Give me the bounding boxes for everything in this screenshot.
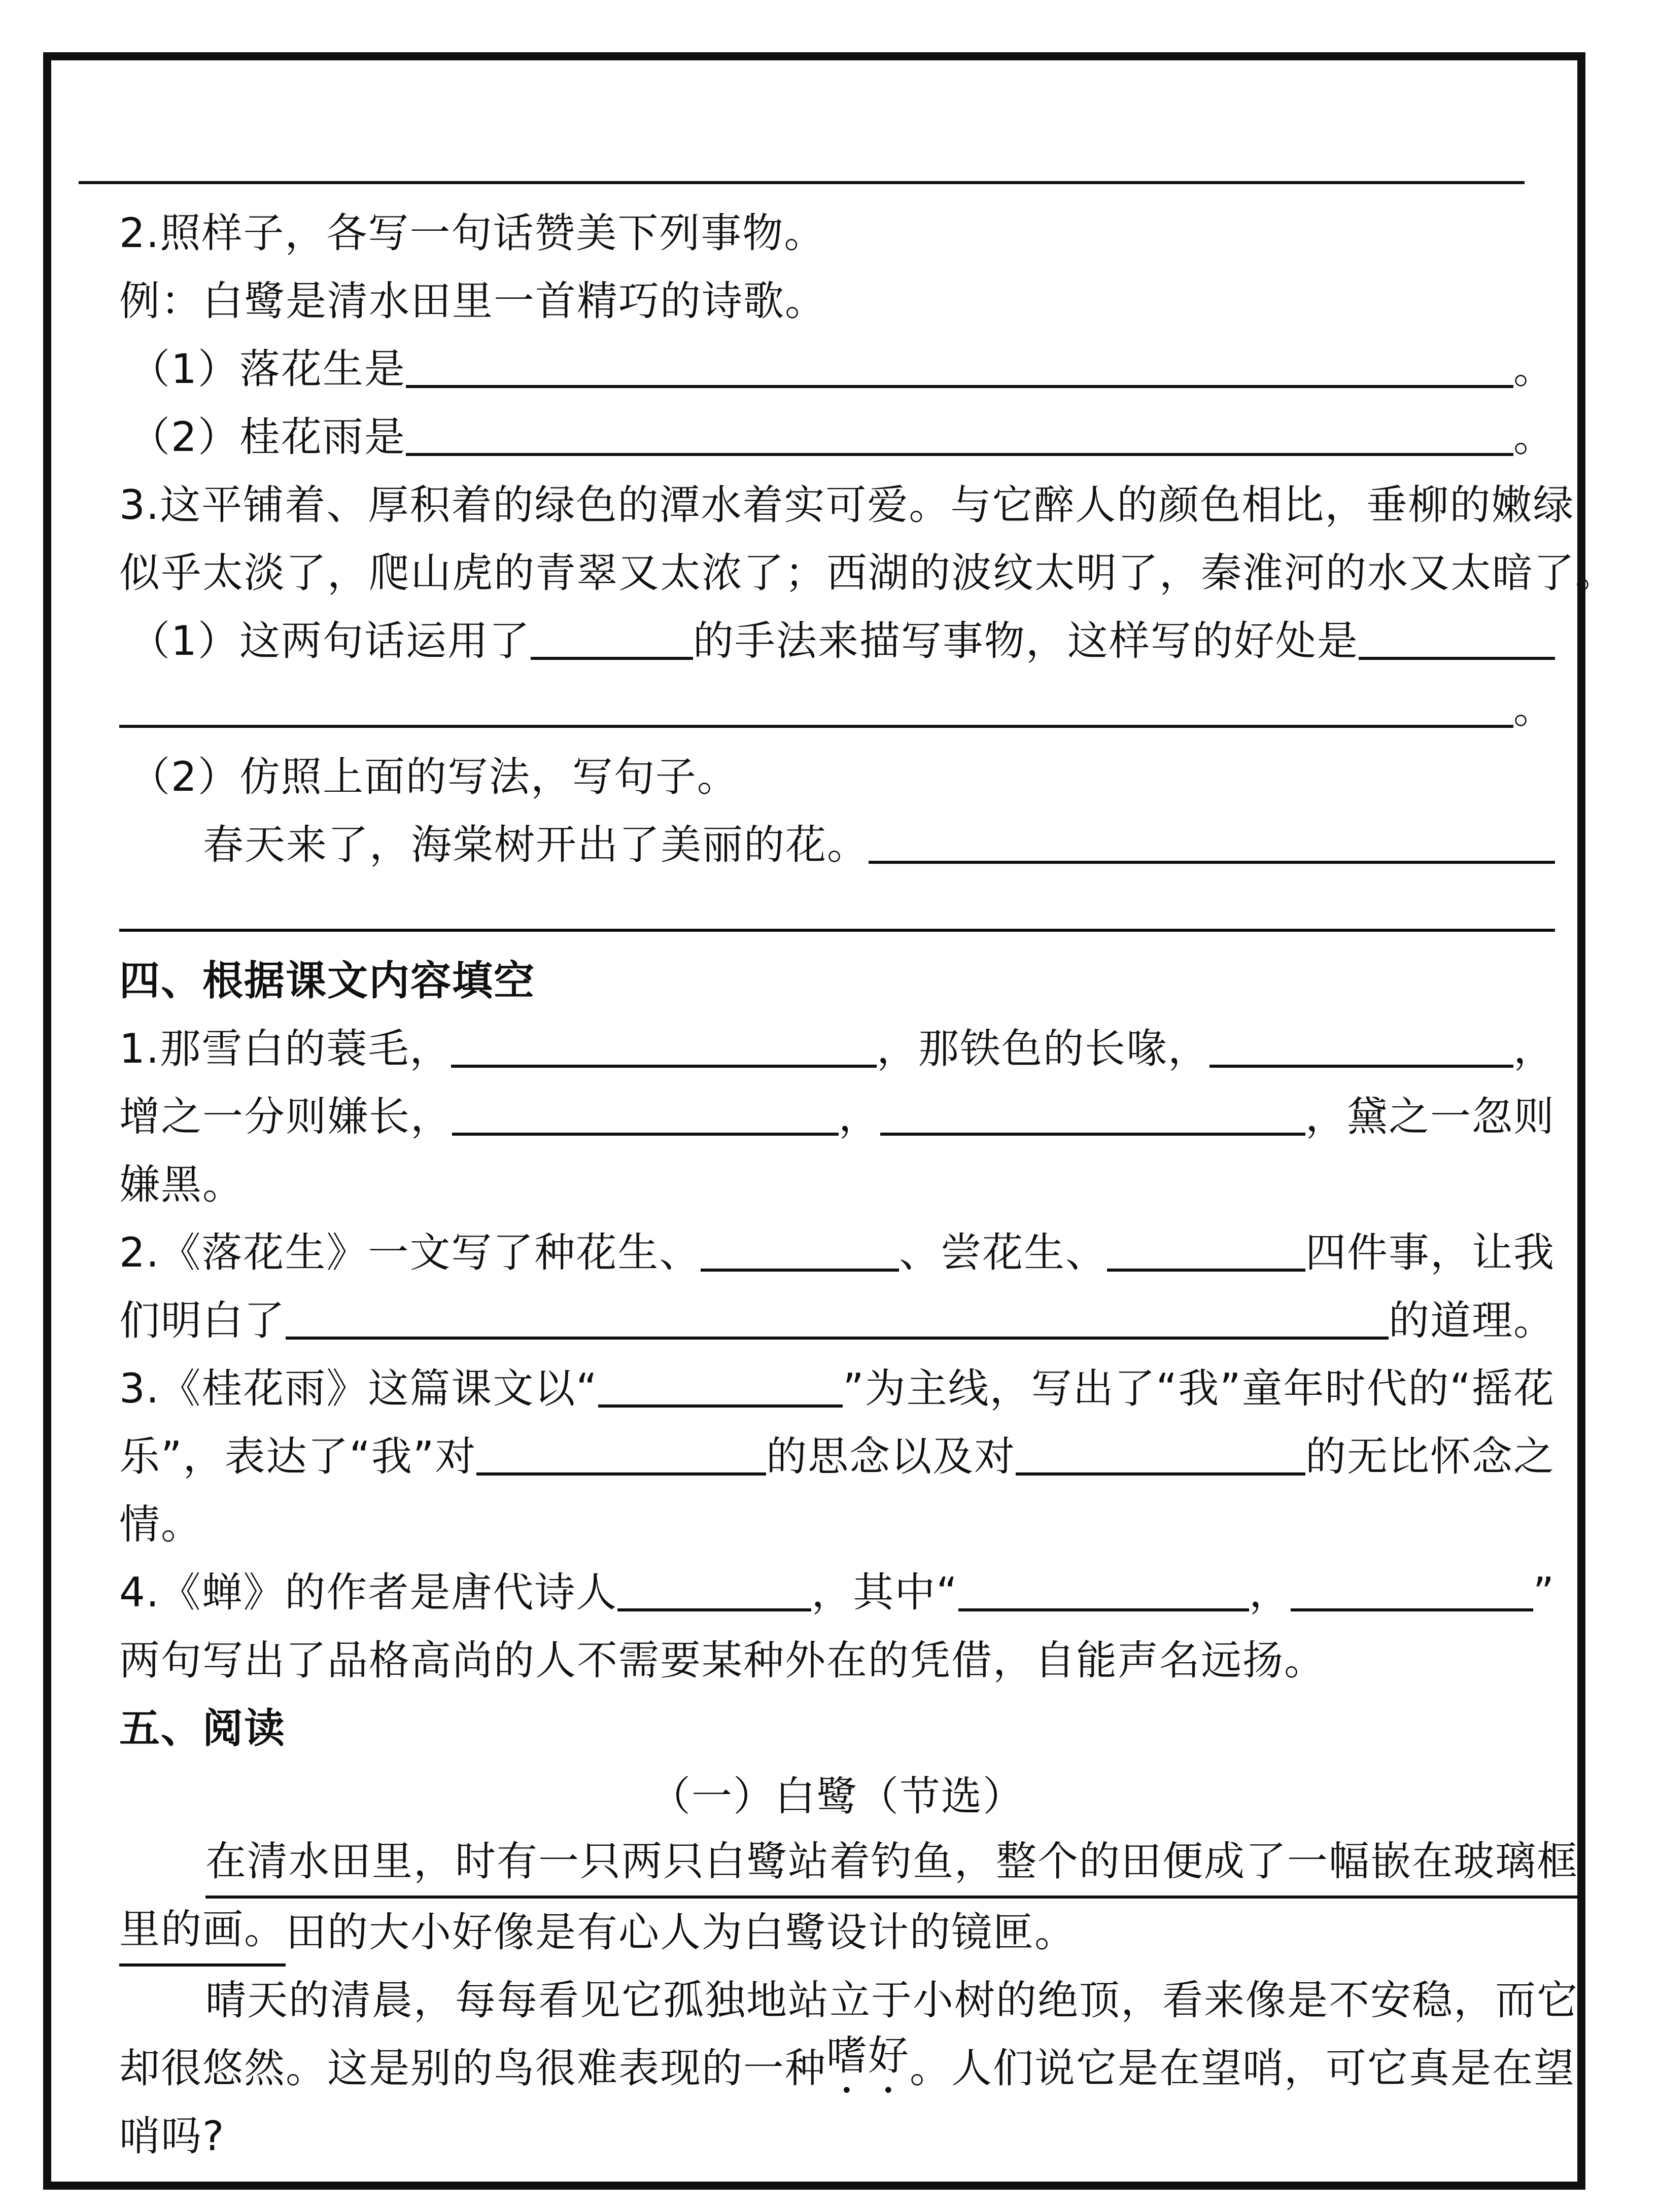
line-text: 似乎太淡了，爬山虎的青翠又太浓了；西湖的波纹太明了，秦淮河的水又太暗了。	[119, 549, 1617, 596]
emphasized-text: 嗜好	[826, 2032, 910, 2079]
answer-blank	[531, 657, 693, 660]
line-text: 。	[1513, 413, 1555, 461]
line-text: 1.那雪白的蓑毛，	[119, 1025, 452, 1072]
answer-blank	[598, 1405, 843, 1408]
s4-q1-line-3	[119, 1151, 1555, 1219]
reading-para-1-line-2	[119, 1899, 1555, 1967]
line-text: 增之一分则嫌长，	[119, 1093, 452, 1140]
answer-blank	[1107, 1269, 1305, 1272]
line-text: 2.照样子，各写一句话赞美下列事物。	[119, 209, 826, 257]
s4-q3-line-3	[119, 1491, 1555, 1559]
s4-q3-line-1	[119, 1355, 1555, 1423]
section-5-heading	[119, 1695, 1555, 1763]
line-text: 。	[1513, 345, 1555, 393]
answer-blank	[286, 1337, 1389, 1340]
answer-blank	[1209, 1065, 1513, 1068]
line-text: 春天来了，海棠树开出了美丽的花。	[203, 821, 869, 868]
line-text: 晴天的清晨，每每看见它孤独地站立于小树的绝顶，看来像是不安稳，而它	[205, 1977, 1578, 2024]
line-text: ，黛之一忽则	[1305, 1093, 1555, 1140]
line-text: 3.《桂花雨》这篇课文以“	[119, 1365, 598, 1412]
answer-blank	[79, 181, 1525, 184]
reading-para-2-line-2	[119, 2032, 1575, 2102]
line-text: 的道理。	[1389, 1297, 1555, 1344]
answer-blank	[406, 385, 1513, 388]
q2-item-2	[129, 403, 1555, 471]
line-text: 例：白鹭是清水田里一首精巧的诗歌。	[119, 277, 826, 325]
s4-q4-line-2	[119, 1627, 1555, 1695]
line-text: ，其中“	[811, 1569, 958, 1616]
line-text: 四件事，让我	[1305, 1229, 1556, 1276]
q3-item-1-continuation-line	[119, 675, 1555, 743]
line-text: 乐”，表达了“我”对	[119, 1433, 477, 1480]
line-text: 的思念以及对	[766, 1433, 1016, 1480]
answer-blank	[406, 453, 1513, 456]
q3-passage-line-2	[119, 539, 1617, 607]
s4-q1-line-2	[119, 1083, 1555, 1151]
line-text: ，	[1249, 1569, 1291, 1616]
q3-item-2-answer-line	[119, 879, 1555, 947]
line-text: 们明白了	[119, 1297, 286, 1344]
answer-blank	[1291, 1608, 1533, 1611]
line-text: 4.《蝉》的作者是唐代诗人	[119, 1569, 618, 1616]
answer-blank	[880, 1133, 1305, 1136]
q2-example	[119, 267, 1555, 335]
line-text: ，那铁色的长喙，	[876, 1025, 1209, 1072]
answer-blank	[617, 1608, 811, 1611]
section-4-heading	[119, 947, 1555, 1015]
s4-q2-line-2	[119, 1287, 1555, 1355]
q2-item-1	[129, 335, 1555, 403]
line-text: ”	[1533, 1569, 1556, 1616]
answer-blank	[958, 1608, 1249, 1611]
answer-blank	[869, 861, 1555, 864]
line-text: 四、根据课文内容填空	[119, 957, 535, 1004]
answer-blank	[452, 1133, 839, 1136]
line-text: 田的大小好像是有心人为白鹭设计的镜匣。	[286, 1909, 1076, 1956]
q2-prompt	[119, 199, 1555, 267]
line-text: 3.这平铺着、厚积着的绿色的潭水着实可爱。与它醉人的颜色相比，垂柳的嫩绿	[119, 481, 1575, 529]
s4-q4-line-1	[119, 1559, 1555, 1627]
reading-title	[119, 1763, 1555, 1831]
answer-blank	[476, 1472, 766, 1476]
line-text: 五、阅读	[119, 1705, 286, 1752]
s4-q2-line-1	[119, 1219, 1555, 1287]
line-text: 却很悠然。这是别的鸟很难表现的一种	[119, 2045, 826, 2092]
s4-q1-line-1	[119, 1015, 1555, 1083]
answer-blank	[119, 929, 1555, 932]
line-text: （1）落花生是	[129, 345, 406, 393]
s4-q3-line-2	[119, 1423, 1555, 1491]
answer-line-previous-question	[79, 131, 1525, 199]
underlined-text: 里的画。	[119, 1895, 286, 1967]
q3-item-2-example	[203, 811, 1555, 879]
line-text: 。	[1513, 685, 1555, 732]
q3-item-1	[129, 607, 1555, 675]
line-text: ”为主线，写出了“我”童年时代的“摇花	[843, 1365, 1555, 1412]
line-text: 。人们说它是在望哨，可它真是在望	[910, 2045, 1575, 2092]
line-text: ，	[1513, 1025, 1555, 1072]
line-text: （2）桂花雨是	[129, 413, 406, 461]
underlined-text: 在清水田里，时有一只两只白鹭站着钓鱼，整个的田便成了一幅嵌在玻璃框	[205, 1828, 1578, 1899]
q3-passage-line-1	[119, 471, 1575, 539]
line-text: 的无比怀念之	[1305, 1433, 1555, 1480]
q3-item-2	[129, 743, 1555, 811]
reading-para-2-line-3	[119, 2102, 1555, 2170]
worksheet-content	[119, 131, 1617, 2170]
line-text: 情。	[119, 1501, 202, 1548]
line-text: （1）这两句话运用了	[129, 617, 531, 664]
line-text: 哨吗?	[119, 2113, 225, 2160]
answer-blank	[1016, 1472, 1305, 1476]
line-text: 两句写出了品格高尚的人不需要某种外在的凭借，自能声名远扬。	[119, 1637, 1326, 1684]
answer-blank	[451, 1065, 877, 1068]
line-text: 嫌黑。	[119, 1161, 244, 1208]
line-text: 的手法来描写事物，这样写的好处是	[693, 617, 1359, 664]
line-text: ，	[838, 1093, 880, 1140]
answer-blank	[701, 1269, 899, 1272]
line-text: （一）白鹭（节选）	[650, 1773, 1024, 1820]
answer-blank	[119, 725, 1513, 728]
reading-para-1-line-1	[205, 1831, 1578, 1899]
line-text: 、尝花生、	[899, 1229, 1108, 1276]
line-text: （2）仿照上面的写法，写句子。	[129, 753, 739, 800]
line-text: 2.《落花生》一文写了种花生、	[119, 1229, 701, 1276]
answer-blank	[1359, 657, 1555, 660]
